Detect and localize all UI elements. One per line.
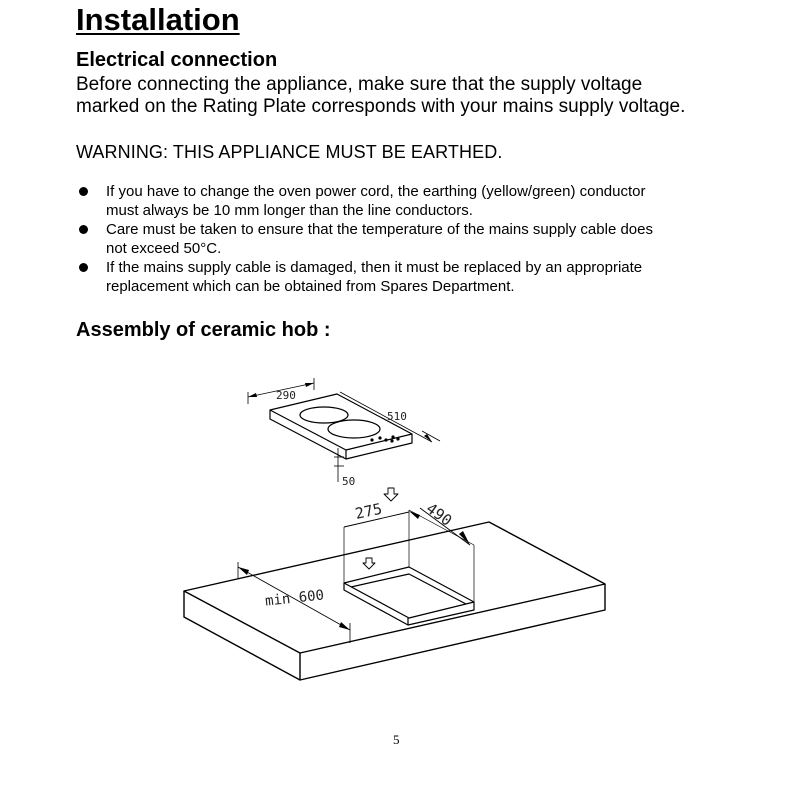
- electrical-connection-heading: Electrical connection: [76, 49, 278, 71]
- intro-line-2: marked on the Rating Plate corresponds with your mains supply voltage.: [76, 96, 686, 117]
- list-item: [76, 182, 766, 220]
- hob-assembly-diagram: [0, 370, 800, 690]
- page-title: Installation: [76, 2, 240, 37]
- bullet-icon: [79, 225, 88, 234]
- dimension-label-hob-depth: 510: [387, 410, 407, 423]
- list-item: [76, 258, 766, 296]
- list-item-line: If you have to change the oven power cord, the earthing (yellow/green) conductor: [106, 183, 646, 200]
- list-item-line: not exceed 50°C.: [106, 240, 222, 257]
- intro-paragraph: [76, 74, 776, 118]
- dimension-label-cutout-width: 275: [353, 499, 384, 523]
- safety-bullet-list: [76, 182, 766, 296]
- list-item-line: replacement which can be obtained from Spares Department.: [106, 278, 515, 295]
- dimension-label-cutout-depth: 490: [422, 499, 456, 530]
- worktop-drawing: [184, 488, 605, 680]
- list-item: [76, 220, 766, 258]
- assembly-heading: Assembly of ceramic hob :: [76, 319, 331, 341]
- page-number: 5: [393, 732, 400, 747]
- bullet-icon: [79, 263, 88, 272]
- dimension-label-hob-width: 290: [276, 389, 296, 402]
- bullet-icon: [79, 187, 88, 196]
- intro-line-1: Before connecting the appliance, make sure that the supply voltage: [76, 74, 643, 95]
- earthing-warning: WARNING: THIS APPLIANCE MUST BE EARTHED.: [76, 142, 503, 162]
- list-item-line: If the mains supply cable is damaged, then it must be replaced by an appropriate: [106, 259, 643, 276]
- list-item-line: must always be 10 mm longer than the line conductors.: [106, 202, 473, 219]
- list-item-line: Care must be taken to ensure that the temperature of the mains supply cable does: [106, 221, 653, 238]
- dimension-label-min-distance: min 600: [264, 587, 325, 610]
- dimension-label-hob-height: 50: [342, 475, 356, 488]
